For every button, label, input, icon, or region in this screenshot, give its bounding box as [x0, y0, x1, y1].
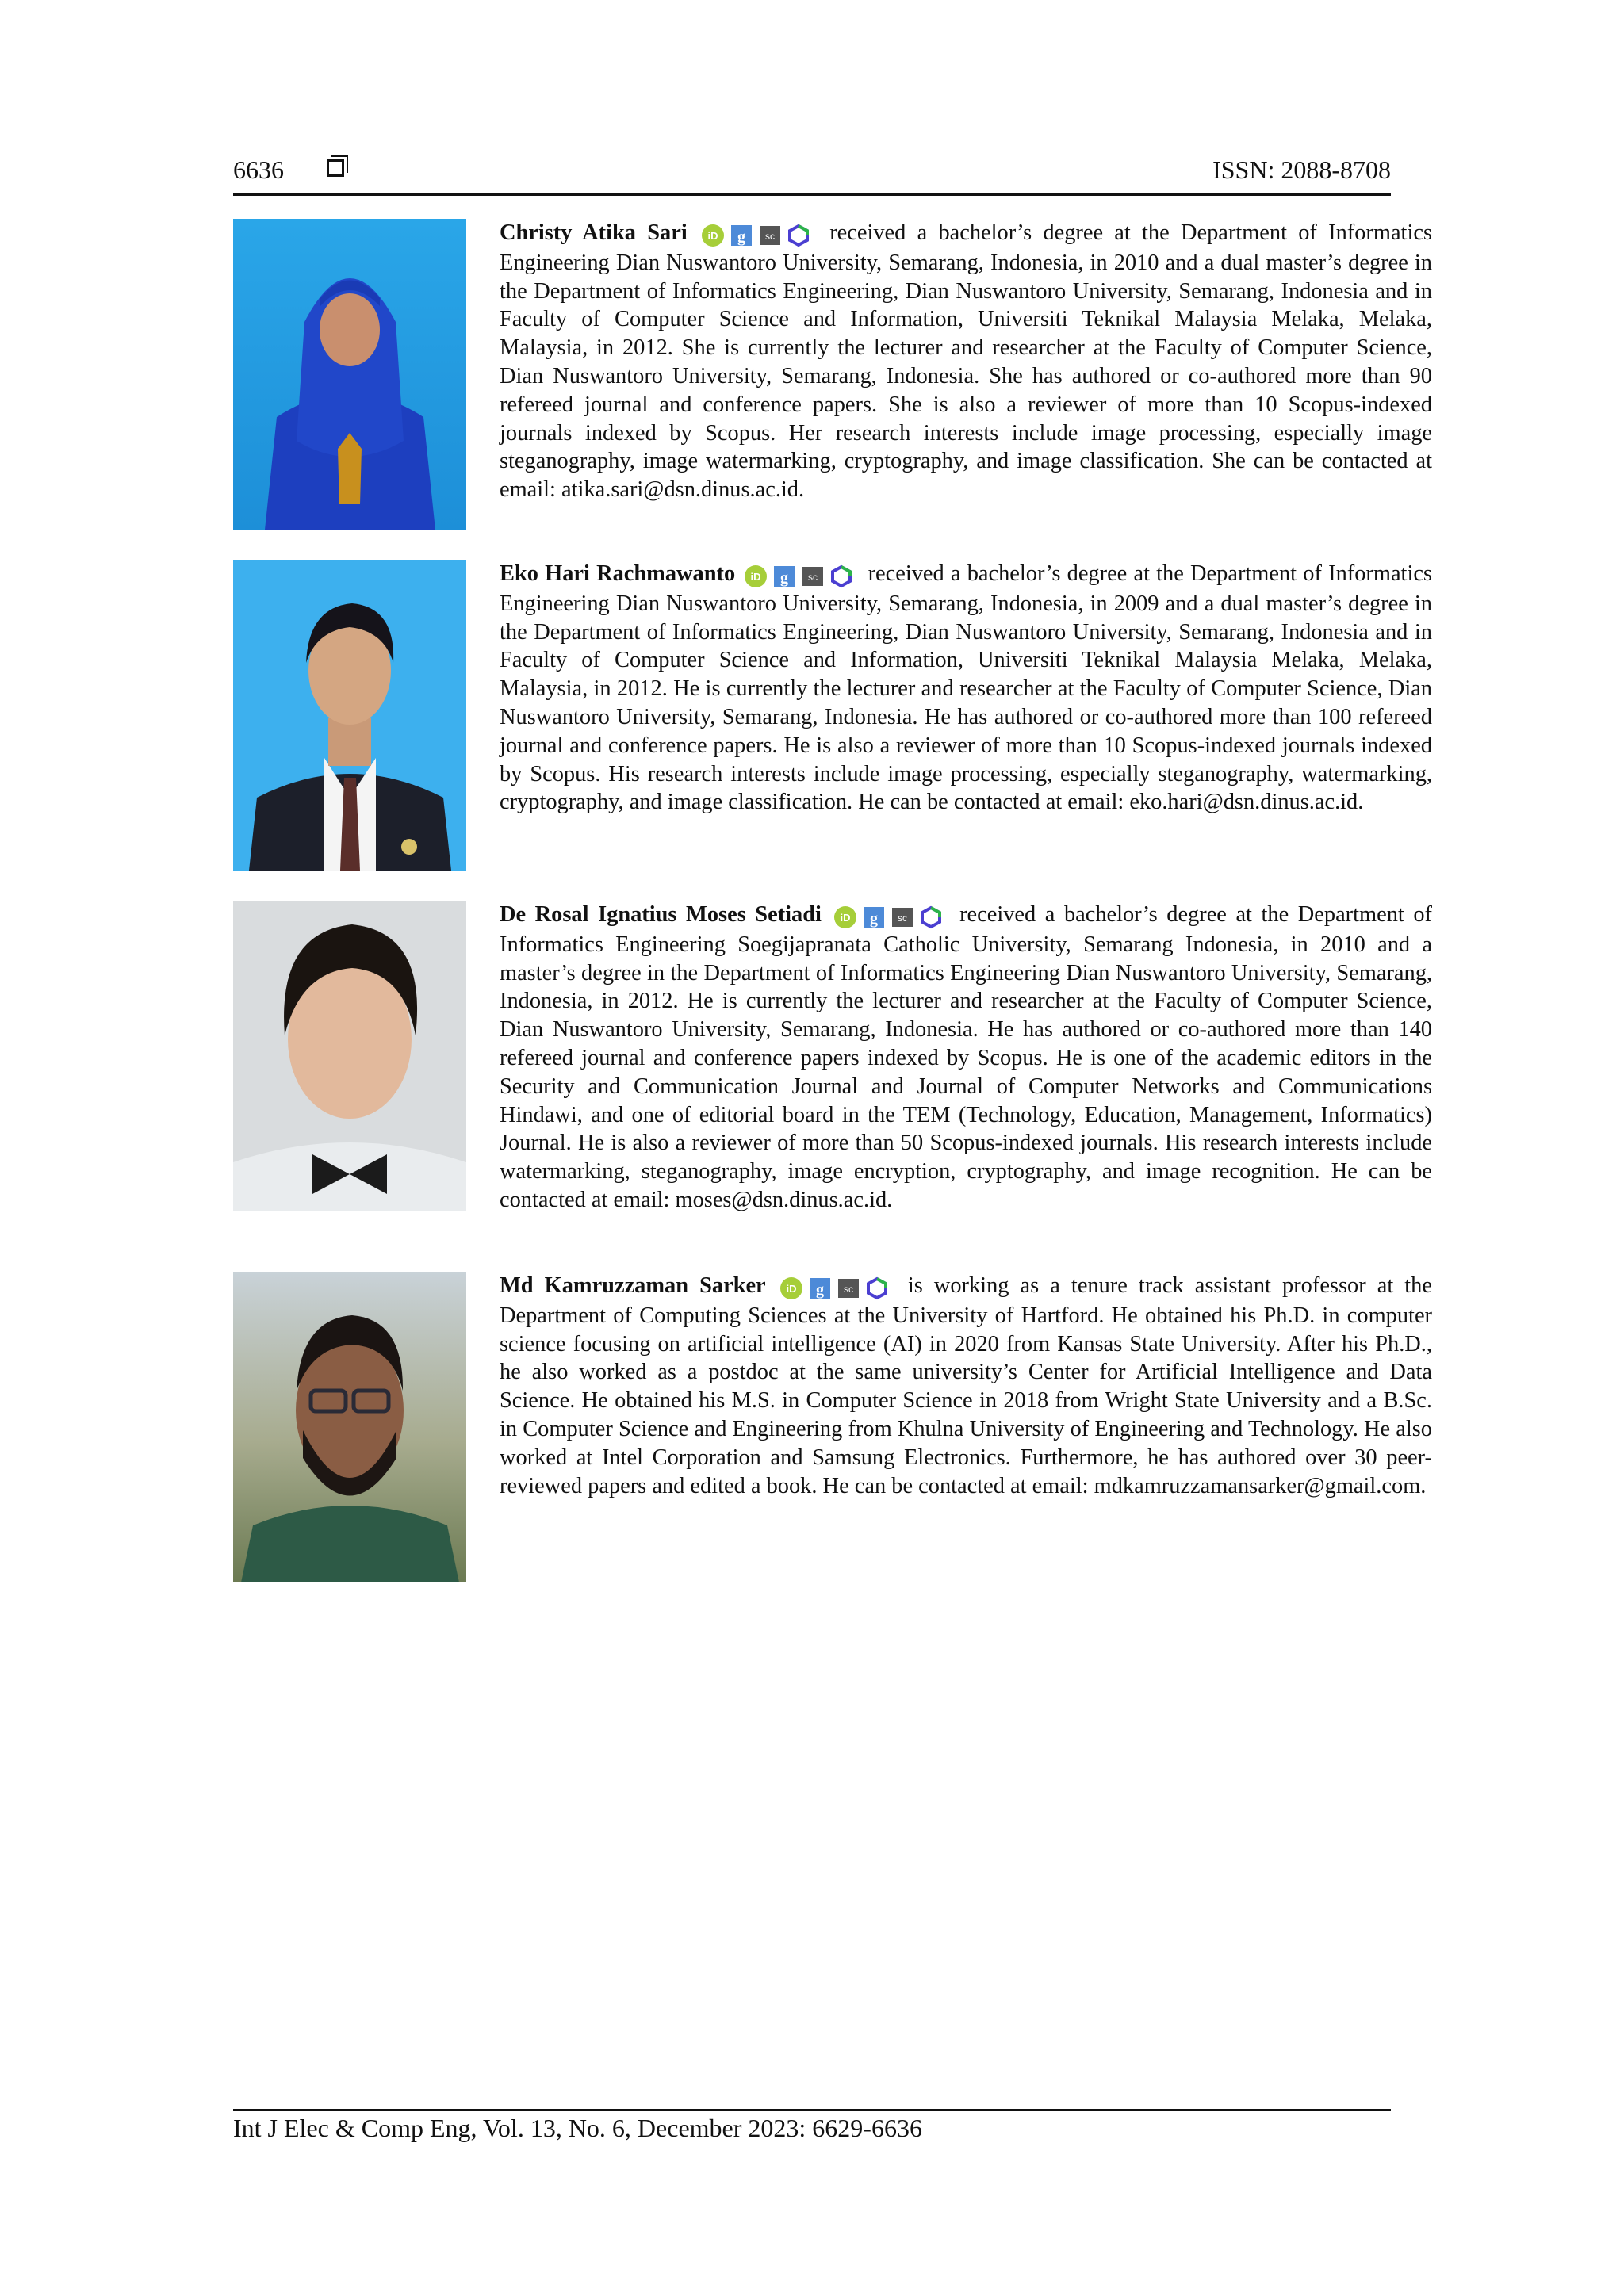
profile-icons	[779, 1273, 894, 1302]
scopus-icon[interactable]	[891, 905, 914, 929]
checkbox-square-icon	[327, 159, 344, 177]
bio-body: received a bachelor’s degree at the Department of Informatics Engineering Dian Nuswantoro University, Semarang, Indonesia, in 2009 and a dual master’s degree in the Department of Informatics Engineering, Dian Nuswantoro University, Semarang, Indonesia and in Faculty of Computer Science and Information, Universiti Teknikal Malaysia Melaka, Melaka, Malaysia, in 2012. He is currently the lecturer and researcher at the Faculty of Computer Science, Dian Nuswantoro University, Semarang, Indonesia. He has authored or co-authored more than 100 refereed journal and conference papers. He is also a reviewer of more than 10 Scopus-indexed journals indexed by Scopus. His research interests include image processing, especially steganography, watermarking, cryptography, and image classification. He can be contacted at email: eko.hari@dsn.dinus.ac.id.	[500, 561, 1432, 815]
page-number: 6636	[233, 155, 284, 184]
profile-icons	[833, 902, 948, 931]
issn: ISSN: 2088-8708	[1212, 155, 1391, 184]
svg-text:sc: sc	[897, 913, 907, 924]
svg-text:g: g	[869, 910, 878, 928]
publons-icon[interactable]	[865, 1276, 889, 1300]
author-photo	[233, 1272, 466, 1582]
scopus-icon[interactable]	[837, 1276, 860, 1300]
bio-body: received a bachelor’s degree at the Department of Informatics Engineering Soegijapranata Catholic University, Semarang Indonesia, in 2010 and a master’s degree in the Department of Informatics Engineering Dian Nuswantoro University, Semarang, Indonesia, in 2012. He is currently the lecturer and researcher at the Faculty of Computer Science, Dian Nuswantoro University, Semarang, Indonesia. He has authored or co-authored more than 140 refereed journal and conference papers indexed by Scopus. He is one of the academic editors in the Security and Communication Journal and Journal of Computer Networks and Communications Hindawi, and one of editorial board in the TEM (Technology, Education, Management, Informatics) Journal. He is also a reviewer of more than 50 Scopus-indexed journals. His research interests include watermarking, steganography, image encryption, cryptography, and image recognition. He can be contacted at email: moses@dsn.dinus.ac.id.	[500, 902, 1433, 1212]
scopus-icon[interactable]	[801, 564, 825, 588]
bio-body: is working as a tenure track assistant professor at the Department of Computing Sciences at the University of Hartford. He obtained his Ph.D. in computer science focusing on artificial intelligence (AI) in 2020 from Kansas State University. After his Ph.D., he also worked as a postdoc at the same university’s Center for Artificial Intelligence and Data Science. He obtained his M.S. in Computer Science in 2018 from Wright State University and a B.Sc. in Computer Science and Engineering from Khulna University of Engineering and Technology. He also worked at Intel Corporation and Samsung Electronics. Furthermore, he has authored over 30 peer-reviewed papers and edited a book. He can be contacted at email: mdkamruzzamansarker@gmail.com.	[500, 1273, 1432, 1498]
orcid-icon[interactable]	[833, 905, 857, 929]
bio-text	[500, 219, 1432, 504]
svg-text:iD: iD	[786, 1283, 797, 1295]
bio-text	[500, 560, 1432, 817]
publons-icon[interactable]	[787, 224, 810, 247]
author-photo	[233, 560, 466, 871]
svg-text:g: g	[737, 228, 745, 247]
bio-text	[500, 901, 1432, 1215]
svg-text:iD: iD	[750, 571, 761, 584]
orcid-icon[interactable]	[744, 564, 768, 588]
scopus-icon[interactable]	[758, 224, 782, 247]
author-name: Christy Atika Sari	[500, 220, 688, 245]
svg-text:g: g	[780, 569, 789, 587]
svg-text:iD: iD	[707, 230, 718, 243]
publons-icon[interactable]	[919, 905, 943, 929]
author-photo	[233, 219, 466, 530]
svg-text:sc: sc	[764, 231, 775, 243]
author-photo	[233, 901, 466, 1211]
svg-text:iD: iD	[840, 912, 850, 924]
publons-icon[interactable]	[829, 564, 853, 588]
author-name: Md Kamruzzaman Sarker	[500, 1273, 766, 1298]
author-name: Eko Hari Rachmawanto	[500, 561, 736, 586]
google-scholar-icon[interactable]	[730, 224, 753, 247]
header-rule	[233, 193, 1391, 196]
profile-icons	[744, 561, 858, 590]
footer-rule	[233, 2109, 1391, 2111]
bio-body: received a bachelor’s degree at the Department of Informatics Engineering Dian Nuswantoro University, Semarang, Indonesia, in 2010 and a dual master’s degree in the Department of Informatics Engineering, Dian Nuswantoro University, Semarang, Indonesia and in Faculty of Computer Science and Information, Universiti Teknikal Malaysia Melaka, Melaka, Malaysia, in 2012. She is currently the lecturer and researcher at the Faculty of Computer Science, Dian Nuswantoro University, Semarang, Indonesia. She has authored or co-authored more than 90 refereed journal and conference papers. She is also a reviewer of more than 10 Scopus-indexed journals indexed by Scopus. Her research interests include image processing, especially image steganography, image watermarking, cryptography, and image classification. She can be contacted at email: atika.sari@dsn.dinus.ac.id.	[500, 220, 1432, 503]
bio-text	[500, 1272, 1432, 1500]
page-header	[233, 155, 1391, 195]
orcid-icon[interactable]	[701, 224, 725, 247]
svg-text:sc: sc	[808, 572, 818, 584]
orcid-icon[interactable]	[779, 1276, 803, 1300]
profile-icons	[701, 220, 815, 249]
author-name: De Rosal Ignatius Moses Setiadi	[500, 902, 822, 927]
google-scholar-icon[interactable]	[862, 905, 886, 929]
google-scholar-icon[interactable]	[772, 564, 796, 588]
svg-text:sc: sc	[843, 1284, 853, 1295]
footer-citation: Int J Elec & Comp Eng, Vol. 13, No. 6, December 2023: 6629-6636	[233, 2114, 922, 2142]
google-scholar-icon[interactable]	[808, 1276, 832, 1300]
svg-text:g: g	[815, 1281, 824, 1299]
